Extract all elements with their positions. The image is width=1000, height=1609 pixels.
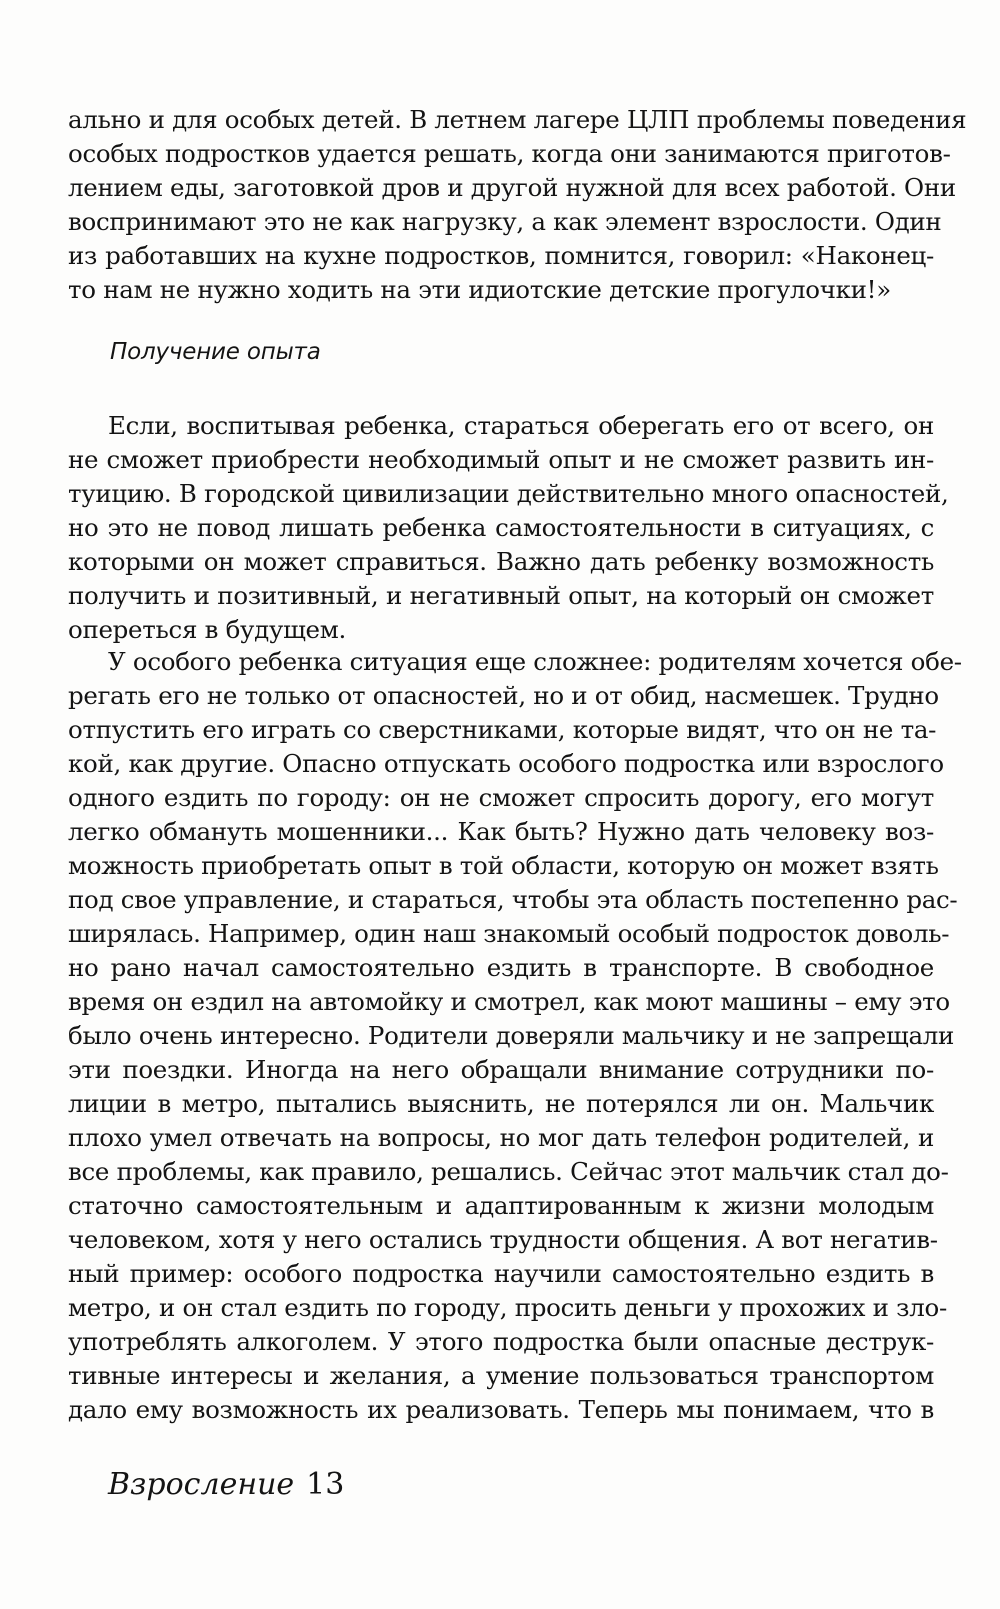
- text-line: метро, и он стал ездить по городу, просить деньги у прохожих и зло-: [68, 1293, 947, 1322]
- text-line: то нам не нужно ходить на эти идиотские детские прогулочки!»: [68, 275, 891, 304]
- text-line: но рано начал самостоятельно ездить в транспорте. В свободное: [68, 953, 934, 982]
- text-line: особых подростков удается решать, когда они занимаются приготов-: [68, 139, 951, 168]
- text-line: У особого ребенка ситуация еще сложнее: родителям хочется обе-: [108, 647, 962, 676]
- text-line: тивные интересы и желания, а умение пользоваться транспортом: [68, 1361, 934, 1390]
- text-line: отпустить его играть со сверстниками, которые видят, что он не та-: [68, 715, 937, 744]
- text-line: ально и для особых детей. В летнем лагере ЦЛП проблемы поведения: [68, 105, 967, 134]
- text-line: из работавших на кухне подростков, помнится, говорил: «Наконец-: [68, 241, 934, 270]
- page-footer: [108, 1467, 344, 1502]
- text-line: дало ему возможность их реализовать. Теперь мы понимаем, что в: [68, 1395, 934, 1424]
- text-line: получить и позитивный, и негативный опыт, на который он сможет: [68, 581, 934, 610]
- text-line: которыми он может справиться. Важно дать ребенку возможность: [68, 547, 934, 576]
- text-line: было очень интересно. Родители доверяли мальчику и не запрещали: [68, 1021, 955, 1050]
- text-line: под свое управление, и стараться, чтобы эта область постепенно рас-: [68, 885, 958, 914]
- text-line: лением еды, заготовкой дров и другой нужной для всех работой. Они: [68, 173, 956, 202]
- running-footer-title: Взросление: [108, 1467, 295, 1502]
- text-line: ный пример: особого подростка научили самостоятельно ездить в: [68, 1259, 934, 1288]
- text-line: опереться в будущем.: [68, 615, 346, 644]
- text-line: статочно самостоятельным и адаптированным к жизни молодым: [68, 1191, 934, 1220]
- text-line: эти поездки. Иногда на него обращали внимание сотрудники по-: [68, 1055, 934, 1084]
- text-line: плохо умел отвечать на вопросы, но мог дать телефон родителей, и: [68, 1123, 934, 1152]
- text-line: ширялась. Например, один наш знакомый особый подросток доволь-: [68, 919, 950, 948]
- paragraph-experience: [68, 409, 949, 647]
- paragraph-special-child: [68, 645, 962, 1427]
- text-line: одного ездить по городу: он не сможет спросить дорогу, его могут: [68, 783, 934, 812]
- text-line: можность приобретать опыт в той области, которую он может взять: [68, 851, 939, 880]
- text-line: регать его не только от опасностей, но и от обид, насмешек. Трудно: [68, 681, 939, 710]
- text-line: кой, как другие. Опасно отпускать особого подростка или взрослого: [68, 749, 944, 778]
- text-line: употреблять алкоголем. У этого подростка были опасные деструк-: [68, 1327, 934, 1356]
- section-heading: Получение опыта: [110, 339, 321, 365]
- text-line: воспринимают это не как нагрузку, а как элемент взрослости. Один: [68, 207, 942, 236]
- text-line: туицию. В городской цивилизации действительно много опасностей,: [68, 479, 949, 508]
- paragraph-continuation: [68, 103, 967, 307]
- text-line: все проблемы, как правило, решались. Сейчас этот мальчик стал до-: [68, 1157, 949, 1186]
- text-line: не сможет приобрести необходимый опыт и не сможет развить ин-: [68, 445, 934, 474]
- text-line: но это не повод лишать ребенка самостоятельности в ситуациях, с: [68, 513, 934, 542]
- text-line: лиции в метро, пытались выяснить, не потерялся ли он. Мальчик: [68, 1089, 934, 1118]
- page-number: 13: [306, 1467, 345, 1502]
- text-line: человеком, хотя у него остались трудности общения. А вот негатив-: [68, 1225, 938, 1254]
- text-line: легко обмануть мошенники... Как быть? Нужно дать человеку воз-: [68, 817, 934, 846]
- text-line: время он ездил на автомойку и смотрел, как моют машины – ему это: [68, 987, 950, 1016]
- text-line: Если, воспитывая ребенка, стараться оберегать его от всего, он: [108, 411, 934, 440]
